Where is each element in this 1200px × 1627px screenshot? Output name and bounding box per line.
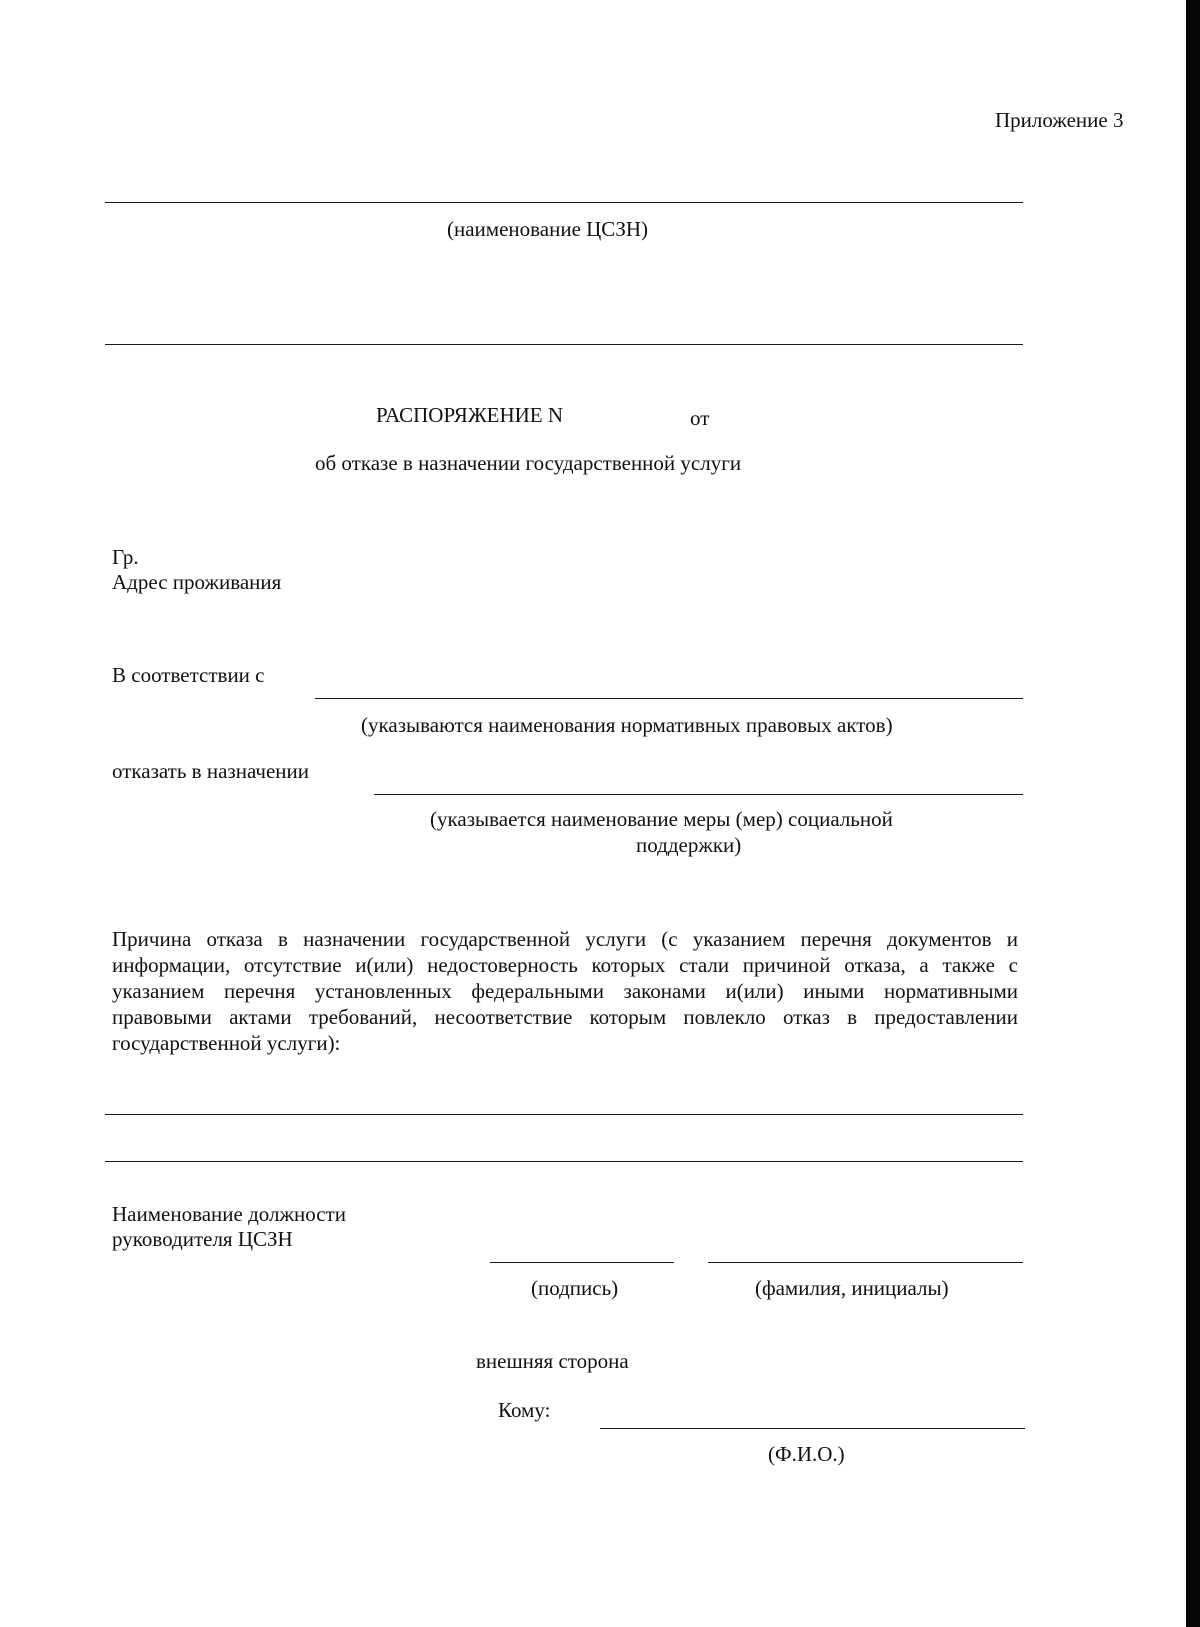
scan-edge [1186, 0, 1200, 1627]
fio-caption: (Ф.И.О.) [768, 1442, 845, 1466]
position-label-2: руководителя ЦСЗН [112, 1227, 293, 1251]
appendix-label: Приложение 3 [995, 108, 1124, 132]
legal-acts-line [315, 698, 1023, 699]
name-caption: (фамилия, инициалы) [755, 1276, 949, 1300]
outer-side-label: внешняя сторона [476, 1349, 629, 1373]
order-title: РАСПОРЯЖЕНИЕ N [376, 403, 564, 427]
support-measure-line [374, 794, 1023, 795]
refusal-reason-paragraph: Причина отказа в назначении государственной услуги (с указанием перечня документов и информации, отсутствие и(или) недостоверность которых стали причиной отказа, а также с указанием перечня установленных федеральными законами и(или) иными нормативными правовыми актами требований, несоответствие которым повлекло отказ в предоставлении государственной услуги): [112, 927, 1018, 1055]
support-measure-caption-1: (указывается наименование меры (мер) социальной [430, 807, 893, 831]
according-label: В соответствии с [112, 663, 265, 687]
legal-acts-caption: (указываются наименования нормативных правовых актов) [361, 713, 893, 737]
order-date-label: от [690, 406, 710, 430]
refuse-label: отказать в назначении [112, 759, 310, 783]
reason-line-1 [105, 1114, 1023, 1115]
name-line [708, 1262, 1023, 1263]
org-name-line [105, 202, 1023, 203]
position-label-1: Наименование должности [112, 1202, 346, 1226]
org-name-caption: (наименование ЦСЗН) [447, 217, 648, 241]
support-measure-caption-2: поддержки) [636, 833, 742, 857]
recipient-label: Кому: [498, 1398, 551, 1422]
citizen-label: Гр. [112, 545, 139, 569]
recipient-line [600, 1428, 1025, 1429]
org-second-line [105, 344, 1023, 345]
order-subtitle: об отказе в назначении государственной услуги [315, 451, 742, 475]
address-label: Адрес проживания [112, 570, 282, 594]
signature-caption: (подпись) [531, 1276, 619, 1300]
signature-line [490, 1262, 674, 1263]
reason-line-2 [105, 1161, 1023, 1162]
